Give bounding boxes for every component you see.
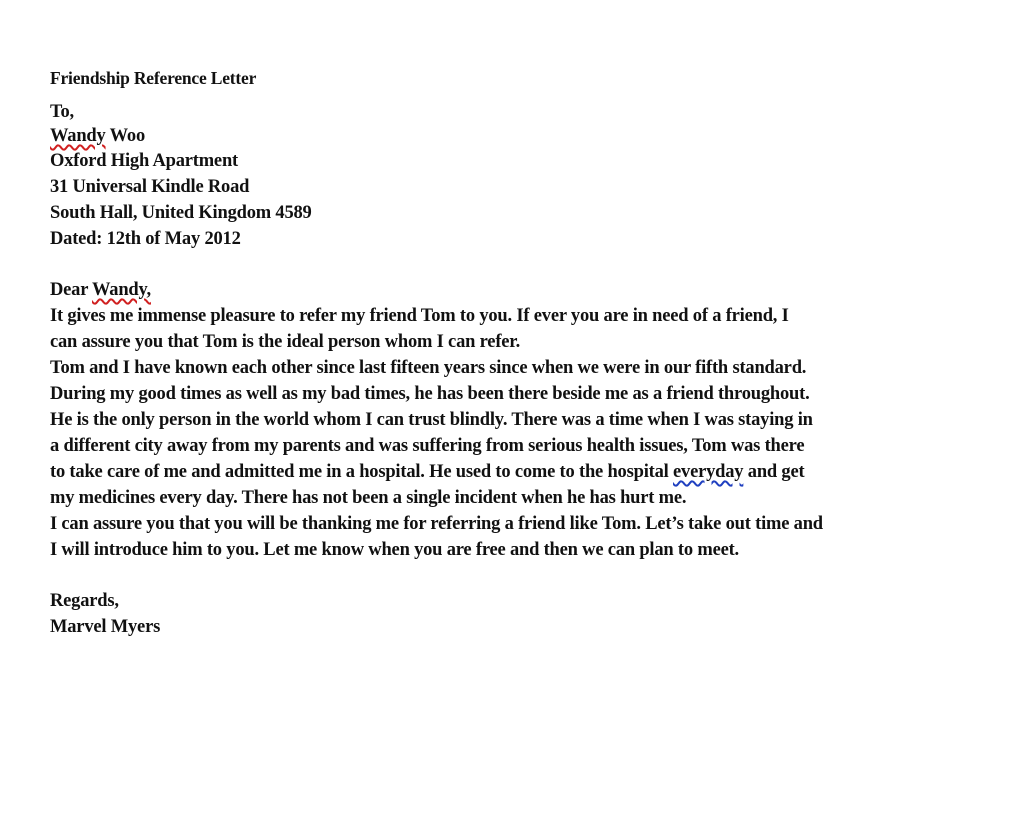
salutation bbox=[50, 279, 151, 301]
flagged-word: everyday bbox=[673, 462, 744, 482]
body-line: I will introduce him to you. Let me know when you are free and then we can plan to meet. bbox=[50, 540, 739, 560]
body-line: During my good times as well as my bad times, he has been there beside me as a friend throughout. bbox=[50, 384, 810, 404]
letter-title: Friendship Reference Letter bbox=[50, 68, 257, 88]
address-line-3: South Hall, United Kingdom 4589 bbox=[50, 203, 312, 223]
body-line: a different city away from my parents and was suffering from serious health issues, Tom was there bbox=[50, 436, 805, 456]
body-line: It gives me immense pleasure to refer my friend Tom to you. If ever you are in need of a friend, I bbox=[50, 306, 789, 326]
address-line-2: 31 Universal Kindle Road bbox=[50, 177, 250, 197]
body-line: I can assure you that you will be thanking me for referring a friend like Tom. Let’s take out time and bbox=[50, 514, 823, 534]
salutation-prefix: Dear bbox=[50, 280, 92, 300]
body-text: and get bbox=[743, 462, 805, 482]
body-text: to take care of me and admitted me in a hospital. He used to come to the hospital bbox=[50, 462, 674, 482]
signature: Marvel Myers bbox=[50, 617, 161, 637]
address-line-1: Oxford High Apartment bbox=[50, 151, 238, 171]
body-line bbox=[50, 461, 804, 483]
salutation-name: Wandy, bbox=[92, 280, 151, 300]
body-line: my medicines every day. There has not been a single incident when he has hurt me. bbox=[50, 488, 687, 508]
body-line: can assure you that Tom is the ideal person whom I can refer. bbox=[50, 332, 521, 352]
closing: Regards, bbox=[50, 591, 119, 611]
date-line: Dated: 12th of May 2012 bbox=[50, 229, 241, 249]
body-line: Tom and I have known each other since last fifteen years since when we were in our fifth standard. bbox=[50, 358, 807, 378]
to-line: To, bbox=[50, 102, 74, 122]
body-line: He is the only person in the world whom I can trust blindly. There was a time when I was staying in bbox=[50, 410, 813, 430]
recipient-last-name: Woo bbox=[105, 126, 146, 146]
recipient-first-name: Wandy bbox=[50, 126, 106, 146]
recipient-name bbox=[50, 125, 145, 147]
